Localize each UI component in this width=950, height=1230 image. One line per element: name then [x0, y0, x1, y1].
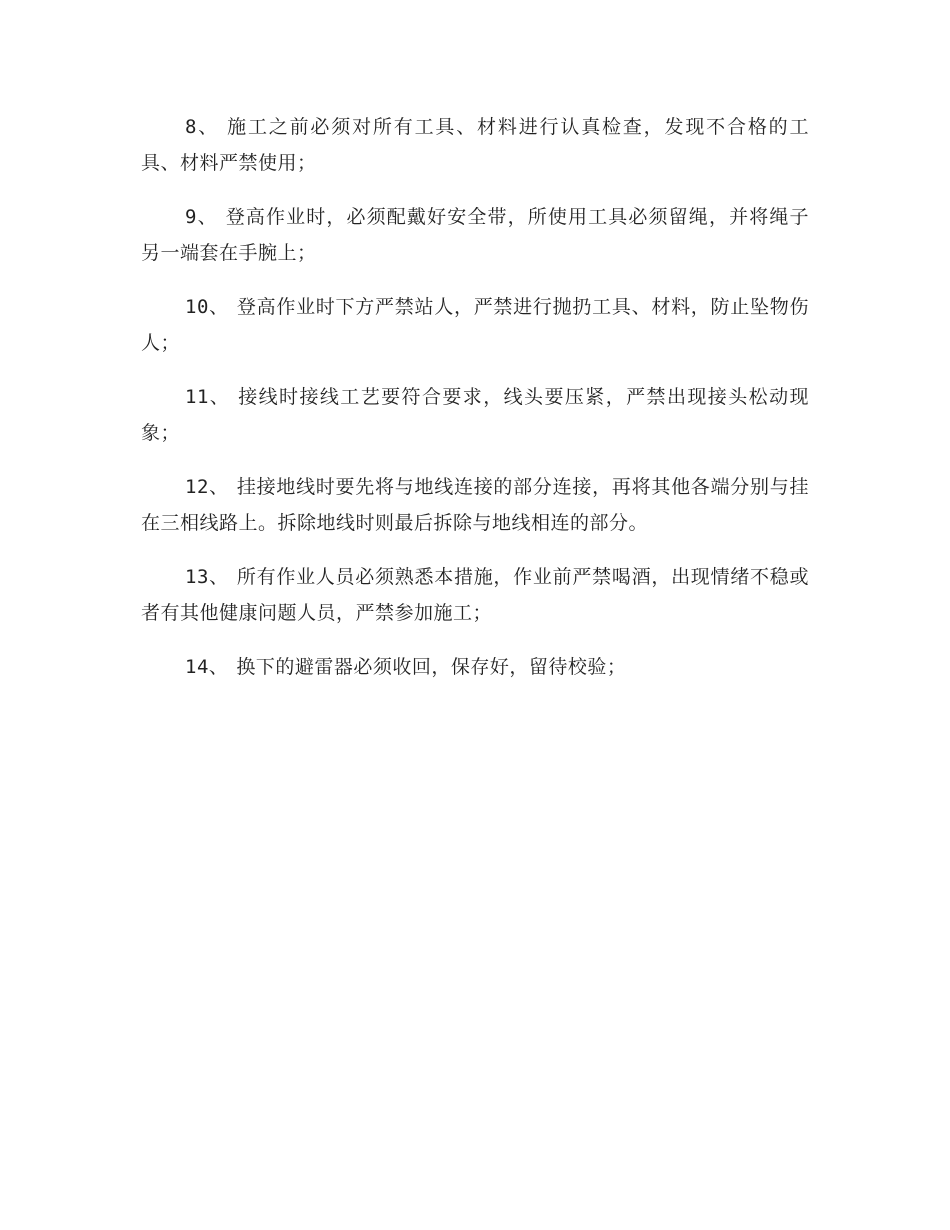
item-number: 8、	[185, 116, 220, 138]
item-number: 11、	[185, 386, 231, 408]
item-number: 14、	[185, 656, 229, 678]
item-number: 10、	[185, 296, 229, 318]
item-text: 登高作业时，必须配戴好安全带，所使用工具必须留绳，并将绳子另一端套在手腕上；	[141, 206, 809, 264]
item-text: 接线时接线工艺要符合要求，线头要压紧，严禁出现接头松动现象；	[141, 386, 809, 444]
list-item	[141, 379, 809, 451]
item-text: 挂接地线时要先将与地线连接的部分连接，再将其他各端分别与挂在三相线路上。拆除地线时则最后拆除与地线相连的部分。	[141, 476, 809, 534]
list-item	[141, 559, 809, 631]
item-text: 登高作业时下方严禁站人，严禁进行抛扔工具、材料，防止坠物伤人；	[141, 296, 809, 354]
item-number: 9、	[185, 206, 218, 228]
item-text: 施工之前必须对所有工具、材料进行认真检查，发现不合格的工具、材料严禁使用；	[141, 116, 809, 174]
list-item	[141, 109, 809, 181]
item-text: 所有作业人员必须熟悉本措施，作业前严禁喝酒，出现情绪不稳或者有其他健康问题人员，严禁参加施工；	[141, 566, 809, 624]
list-item	[141, 469, 809, 541]
document-body	[141, 109, 809, 703]
list-item	[141, 289, 809, 361]
list-item	[141, 199, 809, 271]
item-text: 换下的避雷器必须收回，保存好，留待校验；	[236, 656, 627, 678]
item-number: 12、	[185, 476, 229, 498]
list-item	[141, 649, 809, 685]
item-number: 13、	[185, 566, 229, 588]
